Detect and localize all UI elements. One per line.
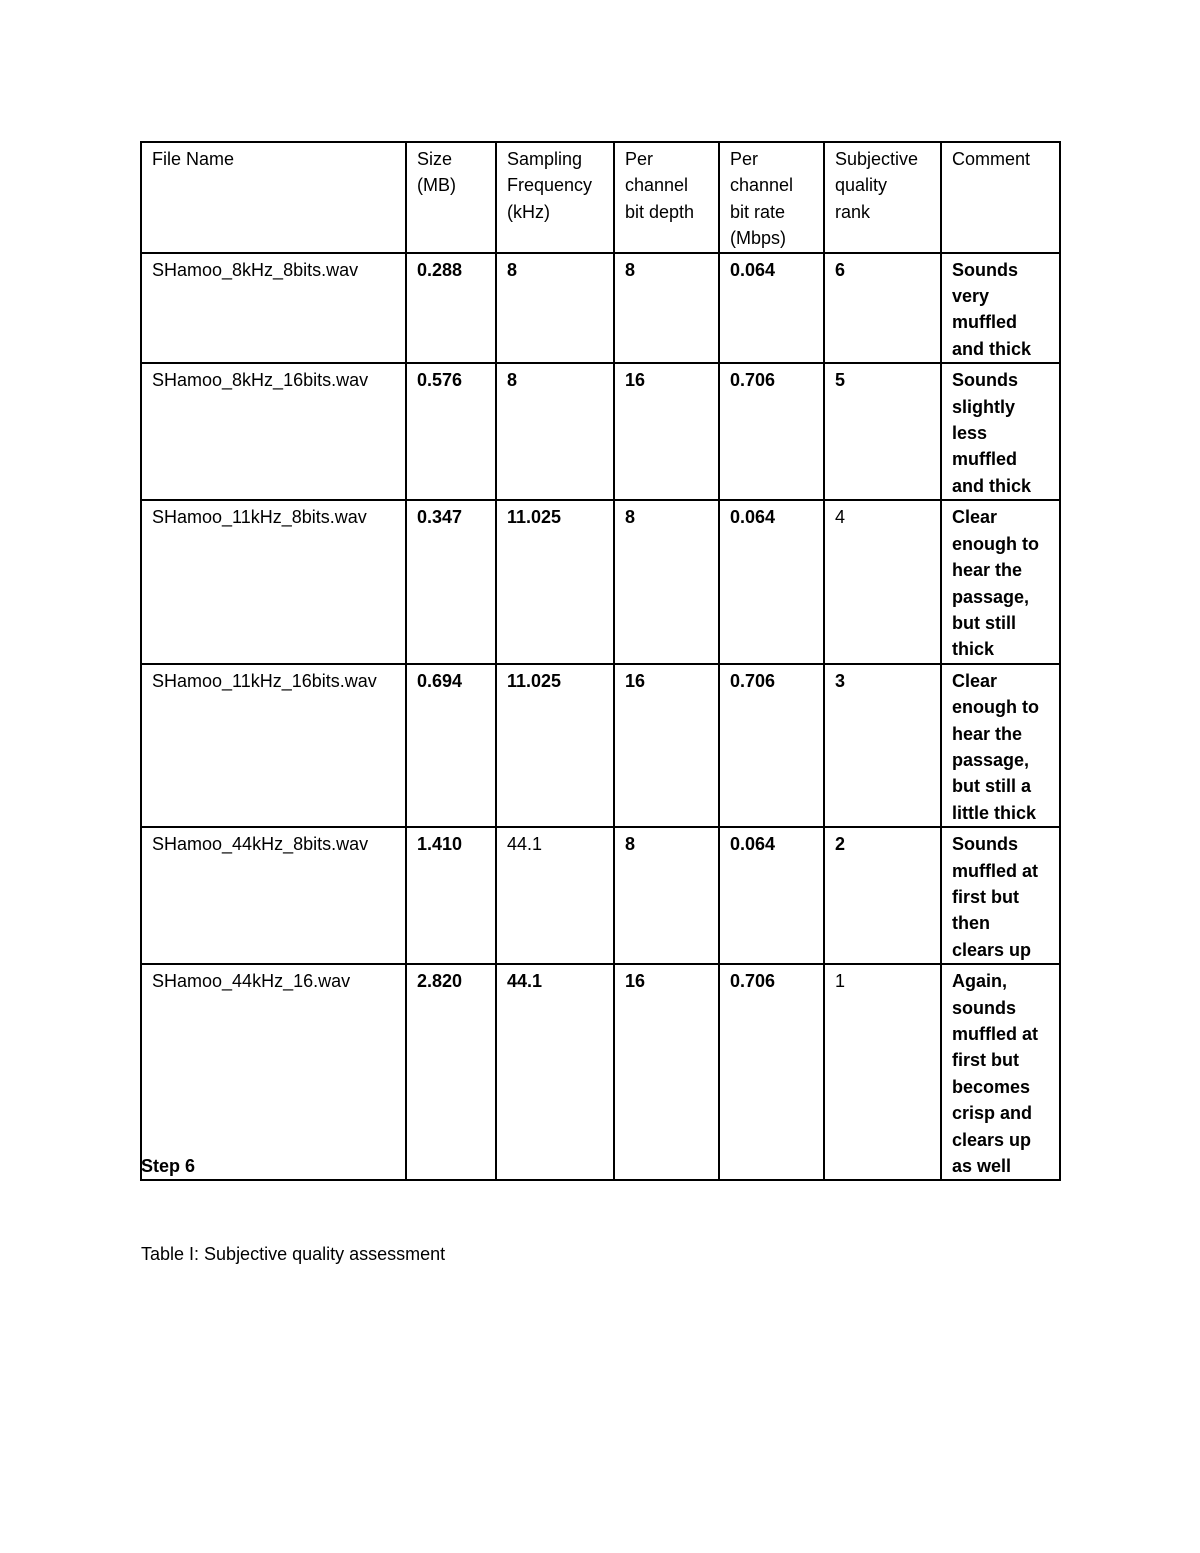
sampling-frequency-cell: 11.025 [496, 500, 614, 663]
header-comment: Comment [941, 142, 1060, 253]
step-label: Step 6 [141, 1156, 196, 1176]
size-cell: 0.694 [406, 664, 496, 827]
size-cell: 0.576 [406, 363, 496, 500]
table-row [141, 363, 1060, 500]
sampling-frequency-cell: 8 [496, 363, 614, 500]
table-row [141, 664, 1060, 827]
quality-rank-cell: 3 [824, 664, 941, 827]
file-name-cell: SHamoo_11kHz_16bits.wav [141, 664, 406, 827]
file-name-cell: SHamoo_8kHz_8bits.wav [141, 253, 406, 364]
size-cell: 0.347 [406, 500, 496, 663]
bit-depth-cell: 8 [614, 253, 719, 364]
header-sampling-frequency: Sampling Frequency (kHz) [496, 142, 614, 253]
header-bit-rate: Per channel bit rate (Mbps) [719, 142, 824, 253]
comment-cell: Sounds very muffled and thick [941, 253, 1060, 364]
file-name-cell: SHamoo_44kHz_16.wav [141, 964, 406, 1180]
bit-rate-cell: 0.064 [719, 253, 824, 364]
bit-depth-cell: 16 [614, 664, 719, 827]
size-cell: 0.288 [406, 253, 496, 364]
quality-rank-cell: 1 [824, 964, 941, 1180]
bit-depth-cell: 8 [614, 500, 719, 663]
file-name-cell: SHamoo_8kHz_16bits.wav [141, 363, 406, 500]
sampling-frequency-cell: 8 [496, 253, 614, 364]
table-header-row [141, 142, 1060, 253]
header-bit-depth: Per channel bit depth [614, 142, 719, 253]
bit-depth-cell: 16 [614, 363, 719, 500]
sampling-frequency-cell: 11.025 [496, 664, 614, 827]
header-quality-rank: Subjective quality rank [824, 142, 941, 253]
bit-rate-cell: 0.706 [719, 363, 824, 500]
quality-rank-cell: 6 [824, 253, 941, 364]
table-row [141, 964, 1060, 1180]
comment-cell: Again, sounds muffled at first but becomes crisp and clears up as well [941, 964, 1060, 1180]
file-name-cell: SHamoo_44kHz_8bits.wav [141, 827, 406, 964]
size-cell: 2.820 [406, 964, 496, 1180]
sampling-frequency-cell: 44.1 [496, 964, 614, 1180]
subjective-quality-table [140, 141, 1061, 1181]
comment-cell: Clear enough to hear the passage, but still a little thick [941, 664, 1060, 827]
comment-cell: Sounds muffled at first but then clears up [941, 827, 1060, 964]
header-file-name: File Name [141, 142, 406, 253]
header-size: Size (MB) [406, 142, 496, 253]
table-row [141, 500, 1060, 663]
table-body [141, 142, 1060, 1180]
bit-rate-cell: 0.706 [719, 664, 824, 827]
bit-depth-cell: 16 [614, 964, 719, 1180]
quality-rank-cell: 2 [824, 827, 941, 964]
quality-rank-cell: 5 [824, 363, 941, 500]
table-row [141, 827, 1060, 964]
bit-rate-cell: 0.706 [719, 964, 824, 1180]
sampling-frequency-cell: 44.1 [496, 827, 614, 964]
quality-rank-cell: 4 [824, 500, 941, 663]
file-name-cell: SHamoo_11kHz_8bits.wav [141, 500, 406, 663]
table-caption: Table I: Subjective quality assessment [141, 1244, 446, 1264]
bit-depth-cell: 8 [614, 827, 719, 964]
bit-rate-cell: 0.064 [719, 500, 824, 663]
table-row [141, 253, 1060, 364]
bit-rate-cell: 0.064 [719, 827, 824, 964]
comment-cell: Clear enough to hear the passage, but still thick [941, 500, 1060, 663]
comment-cell: Sounds slightly less muffled and thick [941, 363, 1060, 500]
size-cell: 1.410 [406, 827, 496, 964]
